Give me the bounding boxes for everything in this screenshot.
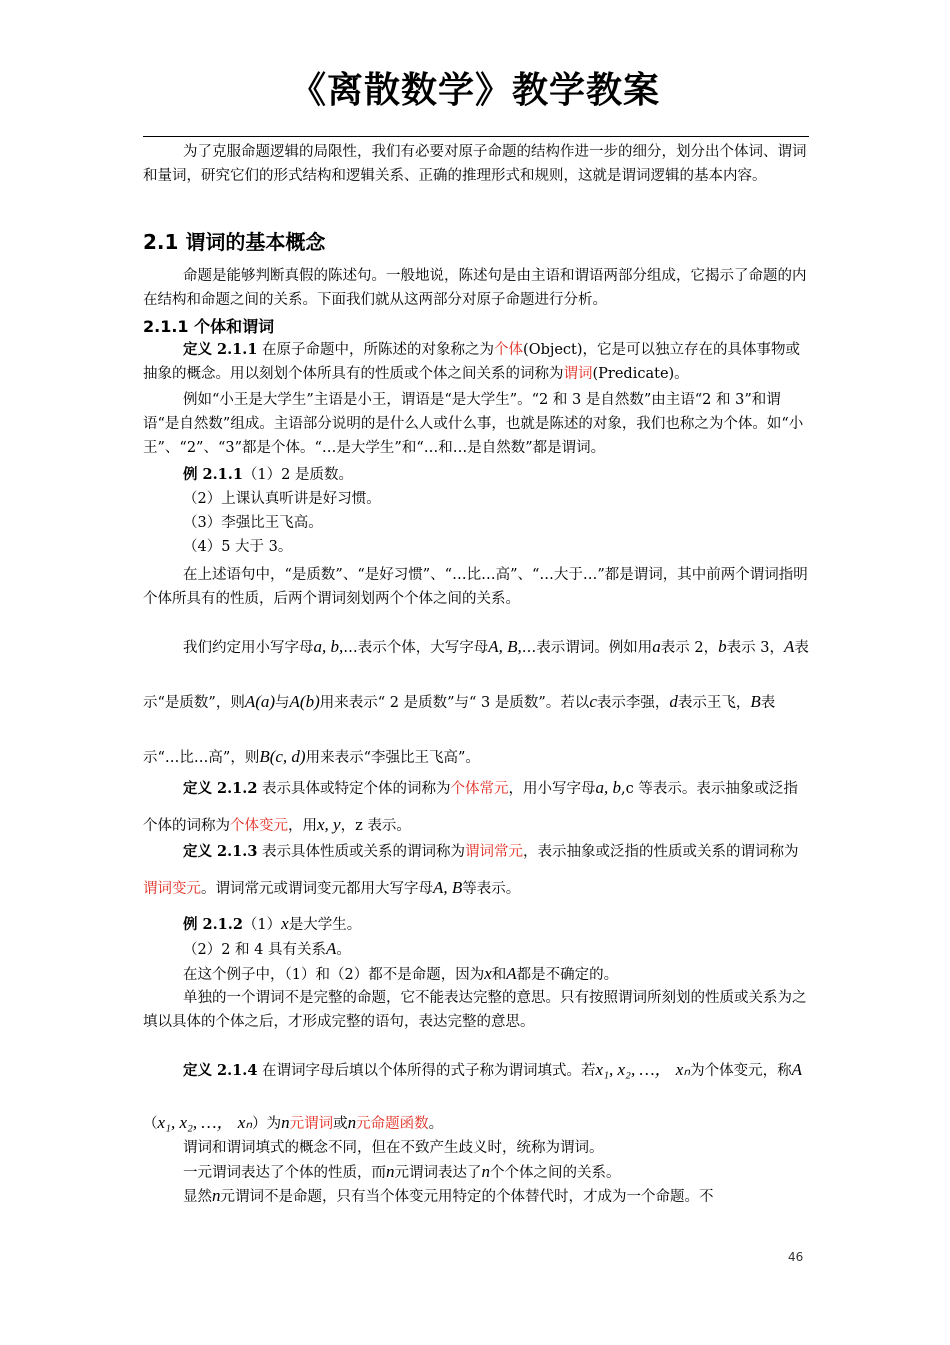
math-run: c: [589, 692, 597, 711]
text-run: 在这个例子中，（1）和（2）都不是命题，因为: [183, 967, 485, 983]
header-divider: [143, 136, 809, 137]
definition-label: 定义 2.1.1: [183, 341, 258, 358]
text-run: 我们约定用小写字母: [183, 640, 314, 656]
text-run: 表示 3，: [726, 640, 784, 656]
definition-2-1-1: [143, 338, 809, 386]
term-predicate-variable: 谓词变元: [143, 881, 201, 897]
text-run: （2）2 和 4 具有关系: [183, 942, 327, 958]
text-run: 个个体之间的关系。: [490, 1165, 621, 1181]
text-run: 用来表示“ 2 是质数”与“ 3 是质数”。若以: [319, 695, 590, 711]
term-individual: 个体: [494, 342, 524, 358]
text-run: …表示谓词。例如用: [521, 640, 653, 656]
example-2-1-2: [143, 912, 809, 987]
math-run: x: [281, 914, 289, 933]
section-heading-2-1-1: 2.1.1 个体和谓词: [143, 317, 275, 336]
math-run: A, B,: [488, 637, 522, 656]
term-predicate-constant: 谓词常元: [465, 844, 524, 860]
math-run: A: [326, 939, 337, 958]
text-run: 在谓词字母后填以个体所得的式子称为谓词填式。若: [257, 1063, 596, 1079]
text-run: ，用: [288, 818, 317, 834]
text-run: 等表示。: [462, 881, 521, 897]
math-run: B(c, d): [259, 747, 306, 766]
term-n-ary-predicate: 元谓词: [289, 1116, 334, 1132]
text-run: ，表示抽象或泛指的性质或关系的谓词称为: [523, 844, 799, 860]
math-run: A(a): [244, 692, 276, 711]
text-run: ）为: [252, 1116, 282, 1132]
text-run: 表示具体性质或关系的谓词称为: [257, 844, 466, 860]
text-run: 表示“…比…高”，则: [143, 695, 776, 766]
example-intro-paragraph: 例如“小王是大学生”主语是小王，谓语是“是大学生”。“2 和 3 是自然数”由主语“2 和 3”和谓语“是自然数”组成。主语部分说明的是什么人或什么事，也就是陈述的对象，我们也称之为个体。如“小王”、“2”、“3”都是个体。“…是大学生”和“…和…是自然数”都是谓词。: [143, 392, 804, 456]
definition-label: 定义 2.1.4: [183, 1062, 258, 1079]
page-title: 《离散数学》教学教案: [289, 70, 660, 111]
math-run: A: [506, 964, 517, 983]
math-run: b: [718, 637, 727, 656]
math-run: n: [347, 1113, 357, 1132]
math-run: x₁, x₂, …， xₙ: [595, 1060, 691, 1079]
example-text: （1）2 是质数。: [242, 467, 353, 483]
section-heading-2-1: 2.1 谓词的基本概念: [143, 230, 326, 254]
example-label: 例 2.1.1: [183, 466, 243, 483]
definition-2-1-3: [143, 834, 809, 907]
text-run: 。谓词常元或谓词变元都用大写字母: [201, 881, 433, 897]
math-run: a: [652, 637, 661, 656]
example-analysis-paragraph: 在上述语句中，“是质数”、“是好习惯”、“…比…高”、“…大于…”都是谓词，其中前两个谓词指明个体所具有的性质，后两个谓词刻划两个个体之间的关系。: [143, 567, 808, 607]
math-run: A: [783, 637, 795, 656]
math-run: A(b): [289, 692, 320, 711]
closing-paragraph-3: [143, 1184, 809, 1209]
example-item: [143, 937, 809, 962]
math-run: A: [791, 1060, 803, 1079]
definition-label: 定义 2.1.2: [183, 780, 258, 797]
definition-text: 在原子命题中，所陈述的对象称之为: [257, 342, 495, 358]
text-run: 和: [491, 967, 507, 983]
math-run: a, b: [595, 778, 622, 797]
text-run: 表示王飞，: [677, 695, 751, 711]
math-run: n: [386, 1162, 395, 1181]
math-run: a, b,: [313, 637, 344, 656]
text-run: ,c 等表示。表示抽象或泛指个体的词称为: [143, 781, 798, 834]
text-run: 一元谓词表达了个体的性质，而: [183, 1165, 386, 1181]
notation-convention-paragraph: [143, 620, 809, 785]
math-run: x, y: [317, 815, 341, 834]
math-run: x: [484, 964, 492, 983]
definition-label: 定义 2.1.3: [183, 843, 258, 860]
text-run: 表示“是质数”，则: [143, 640, 809, 711]
intro-paragraph: 为了克服命题逻辑的局限性，我们有必要对原子命题的结构作进一步的细分，划分出个体词、谓词和量词，研究它们的形式结构和逻辑关系、正确的推理形式和规则，这就是谓词逻辑的基本内容。: [143, 144, 807, 184]
math-run: n: [481, 1162, 490, 1181]
text-run: ，用小写字母: [508, 781, 596, 797]
example-item: [143, 912, 809, 937]
text-run: 或: [333, 1116, 348, 1132]
math-run: A, B: [433, 878, 463, 897]
text-run: 为个体变元，称: [690, 1063, 792, 1079]
example-item: （3）李强比王飞高。: [183, 515, 323, 531]
math-run: x₁, x₂, …， xₙ: [157, 1113, 253, 1132]
text-run: 显然: [183, 1189, 212, 1205]
text-run: 表示具体或特定个体的词称为: [257, 781, 451, 797]
text-run: 都是不确定的。: [516, 967, 619, 983]
math-run: d: [669, 692, 678, 711]
section-2-1-paragraph: 命题是能够判断真假的陈述句。一般地说，陈述句是由主语和谓语两部分组成，它揭示了命题的内在结构和命题之间的关系。下面我们就从这两部分对原子命题进行分析。: [143, 268, 807, 308]
text-run: 用来表示“李强比王飞高”。: [305, 750, 480, 766]
term-individual-constant: 个体常元: [450, 781, 509, 797]
text-run: 表示 2，: [660, 640, 719, 656]
example-item: （4）5 大于 3。: [183, 539, 293, 555]
definition-2-1-2: [143, 770, 809, 844]
text-run: 。: [428, 1116, 444, 1132]
math-run: n: [281, 1113, 290, 1132]
definition-text: (Predicate)。: [592, 366, 689, 382]
definition-2-1-4: [143, 1044, 809, 1150]
closing-paragraph-1: 谓词和谓词填式的概念不同，但在不致产生歧义时，统称为谓词。: [183, 1140, 604, 1156]
example-2-1-1: [143, 463, 809, 559]
text-run: 表示李强，: [596, 695, 670, 711]
example-item: [143, 463, 809, 487]
example-label: 例 2.1.2: [183, 916, 243, 933]
example-analysis: [143, 962, 809, 987]
text-run: 元谓词表达了: [394, 1165, 482, 1181]
text-run: 。: [336, 942, 351, 958]
definition-text: (Object)，它是可以独立存在的具体事物或抽象的概念。用以刻划个体所具有的性质或个体之间关系的词称为: [143, 342, 801, 382]
example-item: （2）上课认真听讲是好习惯。: [183, 491, 381, 507]
text-run: （1）: [242, 917, 282, 933]
math-run: n: [212, 1186, 221, 1205]
closing-paragraph-2: [143, 1160, 809, 1185]
text-run: ，z 表示。: [340, 818, 411, 834]
term-individual-variable: 个体变元: [230, 818, 288, 834]
term-propositional-function: 元命题函数: [356, 1116, 429, 1132]
math-run: B: [750, 692, 761, 711]
text-run: （: [143, 1116, 158, 1132]
text-run: 是大学生。: [288, 917, 362, 933]
text-run: …表示个体，大写字母: [343, 640, 489, 656]
page-number: 46: [788, 1250, 804, 1264]
term-predicate: 谓词: [563, 366, 593, 382]
predicate-incomplete-paragraph: 单独的一个谓词不是完整的命题，它不能表达完整的意思。只有按照谓词所刻划的性质或关系为之填以具体的个体之后，才形成完整的语句，表达完整的意思。: [143, 990, 807, 1030]
text-run: 与: [275, 695, 290, 711]
text-run: 元谓词不是命题，只有当个体变元用特定的个体替代时，才成为一个命题。不: [220, 1189, 714, 1205]
